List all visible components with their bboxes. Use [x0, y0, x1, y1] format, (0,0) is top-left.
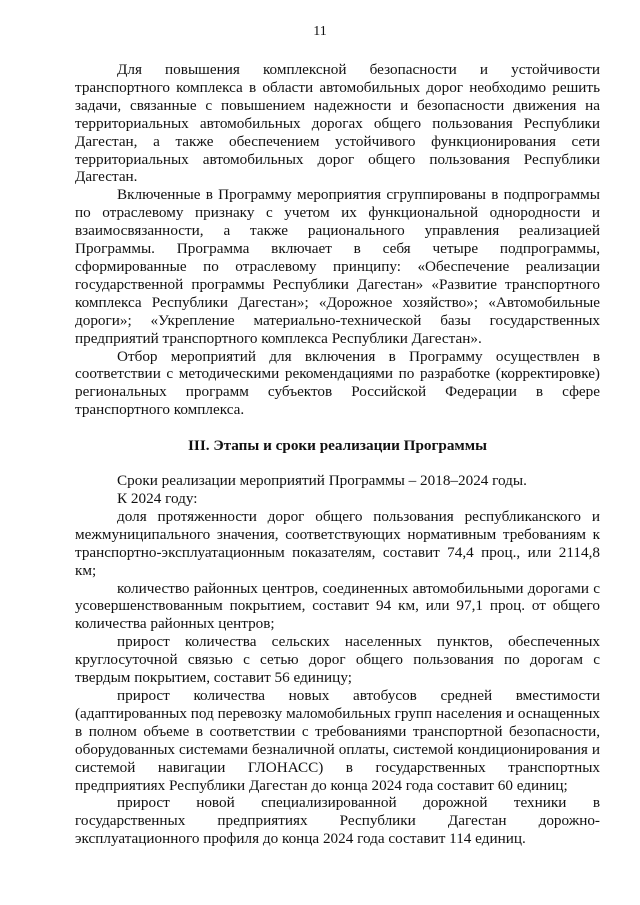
list-item: количество районных центров, соединенных автомобильными дорогами с усовершенствованным покрытием, составит 94 км, или 97,1 проц. от общего количества районных центров;	[75, 579, 600, 633]
paragraph: К 2024 году:	[117, 490, 198, 508]
list-item: прирост количества сельских населенных пунктов, обеспеченных круглосуточной связью с сетью дорог общего пользования по дорогам с твердым покрытием, составит 56 единицу;	[75, 633, 600, 687]
paragraph: Для повышения комплексной безопасности и устойчивости транспортного комплекса в области автомобильных дорог необходимо решить задачи, связанные с повышением надежности и безопасности движения на территориальных автомобильных дорогах общего пользования Республики Дагестан, а также обеспечением устойчивого функционирования сети территориальных автомобильных дорог общего пользования Республики Дагестан.	[75, 61, 600, 186]
list-item: прирост количества новых автобусов средней вместимости (адаптированных под перевозку маломобильных групп населения и оснащенных в полном объеме в соответствии с требованиями транспортной безопасности, оборудованных системами безналичной оплаты, системой кондиционирования и системой навигации ГЛОНАСС) в государственных транспортных предприятиях Республики Дагестан до конца 2024 года составит 60 единиц;	[75, 687, 600, 794]
list-item: прирост новой специализированной дорожной техники в государственных предприятиях Республики Дагестан дорожно-эксплуатационного профиля до конца 2024 года составит 114 единиц.	[75, 794, 600, 848]
document-body	[75, 61, 600, 848]
section-heading: III. Этапы и сроки реализации Программы	[188, 437, 487, 455]
paragraph: Отбор мероприятий для включения в Программу осуществлен в соответствии с методическими рекомендациями по разработке (корректировке) региональных программ субъектов Российской Федерации в сфере транспортного комплекса.	[75, 347, 600, 419]
paragraph: Сроки реализации мероприятий Программы – 2018–2024 годы.	[117, 472, 527, 490]
list-item: доля протяженности дорог общего пользования республиканского и межмуниципального значения, соответствующих нормативным требованиям к транспортно-эксплуатационным показателям, составит 74,4 проц., или 2114,8 км;	[75, 507, 600, 579]
page-number: 11	[313, 24, 327, 39]
paragraph: Включенные в Программу мероприятия сгруппированы в подпрограммы по отраслевому признаку с учетом их функциональной однородности и взаимосвязанности, а также рационального управления реализацией Программы. Программа включает в себя четыре подпрограммы, сформированные по отраслевому принципу: «Обеспечение реализации государственной программы Республики Дагестан» «Развитие транспортного комплекса Республики Дагестан»; «Дорожное хозяйство»; «Автомобильные дороги»; «Укрепление материально-технической базы государственных предприятий транспортного комплекса Республики Дагестан».	[75, 186, 600, 347]
